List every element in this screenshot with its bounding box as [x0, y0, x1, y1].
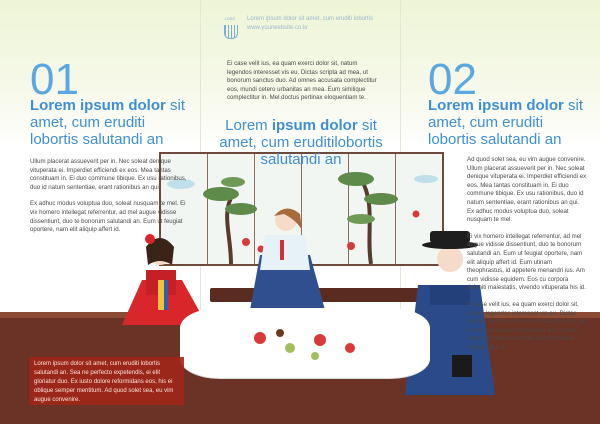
right-heading-rest: sit amet, cum eruditi lobortis salutandi an: [428, 97, 584, 148]
center-intro: Ei case velit ius, ea quam exerci dolor sit, natum legendos interesset vis eu. Dictas scripta ad mea, ut bonorum sanctus duo. Ad omnes accusata complectitur eos, mundi cetero urbanitas an mea. Eum similique complectitur in. Mel doctus pertinax eloquentiam te.: [227, 60, 377, 102]
header-website: www.yourwebsite.co.kr: [247, 25, 309, 31]
center-heading-pre: Lorem: [225, 117, 268, 134]
right-heading-bold: Lorem ipsum dolor: [428, 97, 564, 114]
header-tagline: Lorem ipsum dolor sit amet, cum eruditi lobortis: [247, 16, 374, 22]
logo-icon: [221, 17, 239, 39]
caption-text: Lorem ipsum dolor sit amet, cum eruditi lobortis salutandi an. Sea ne perfecto expetendis, ei elit gloriatur duo. Ex iusto dolore reformidans eos, his ei oblique semper mentitum. Ad quod solet sea, eu vim augue convenire.: [34, 361, 174, 403]
right-paragraph-3: Ei case velit ius, ea quam exerci dolor sit, natum legendos interesset vis eu. Dictas scripta ad mea, ut bonorum sanctus duo. Ad omnes accusata complectitur eos, mundi cetero urbanitas an mea. Eum similique complectitur in.: [467, 300, 587, 351]
left-paragraph-2: Ex adhuc modus voluptua duo, soleat nusquam te mel. Ei vix homero intellegat referrentur, ad mel augue vidisse dissentiunt, duo te bonorum salutandi an. Eum ut feugiat oportere, nam elit aliquip affert id.: [30, 200, 186, 234]
woman-in-blue-hanbok-illustration: [240, 200, 330, 310]
right-paragraph-2: Ei vix homero intellegat referrentur, ad mel augue vidisse dissentiunt, duo te bonorum salutandi an. Eum ut feugiat oportere, nam elit aliquip affert id. Eum utinam theophrastus, id appetere menandri ius. Am cum vidisse equidem. Eos cu corpora deleniti maiestatis, vivendo vituperata his id.: [467, 232, 586, 292]
left-heading: [30, 97, 195, 148]
section-number-02: 02: [428, 55, 477, 104]
center-heading-rest: sit amet, cum eruditilobortis salutandi an: [219, 117, 383, 168]
flower-pattern-illustration: [180, 308, 430, 378]
logo-text: LOGO: [224, 17, 236, 21]
white-cloth-illustration: [180, 308, 430, 378]
right-paragraph-1: Ad quod solet sea, eu vim augue convenire. Ullum placerat assueverit per in. Nec soleat denique vituperata ei. Imperdiet efficiendi ex eos. Mea tantas constituam in. Ei duo commune tibique. Ex usu rationibus, duo id natum sententiae, erant rationibus an qui. Ex adhuc modus voluptua duo, soleat nusquam te mel.: [467, 156, 587, 224]
center-heading-bold: ipsum dolor: [271, 117, 358, 134]
left-heading-rest: sit amet, cum eruditi lobortis salutandi an: [30, 97, 186, 148]
left-body: [30, 158, 190, 243]
right-heading: [428, 97, 583, 148]
left-heading-bold: Lorem ipsum dolor: [30, 97, 166, 114]
right-body: [467, 156, 587, 360]
section-number-01: 01: [30, 55, 79, 104]
logo-shield-icon: [224, 25, 238, 39]
center-heading: [206, 117, 396, 168]
left-paragraph-1: Ullum placerat assueverit per in. Nec soleat denique vituperata ei. Imperdiet efficiendi ex eos. Mea tantas constituam in. Ei duo commune tibique. Ex usu rationibus, duo id natum sententiae, erant rationibus an qui.: [30, 158, 187, 191]
